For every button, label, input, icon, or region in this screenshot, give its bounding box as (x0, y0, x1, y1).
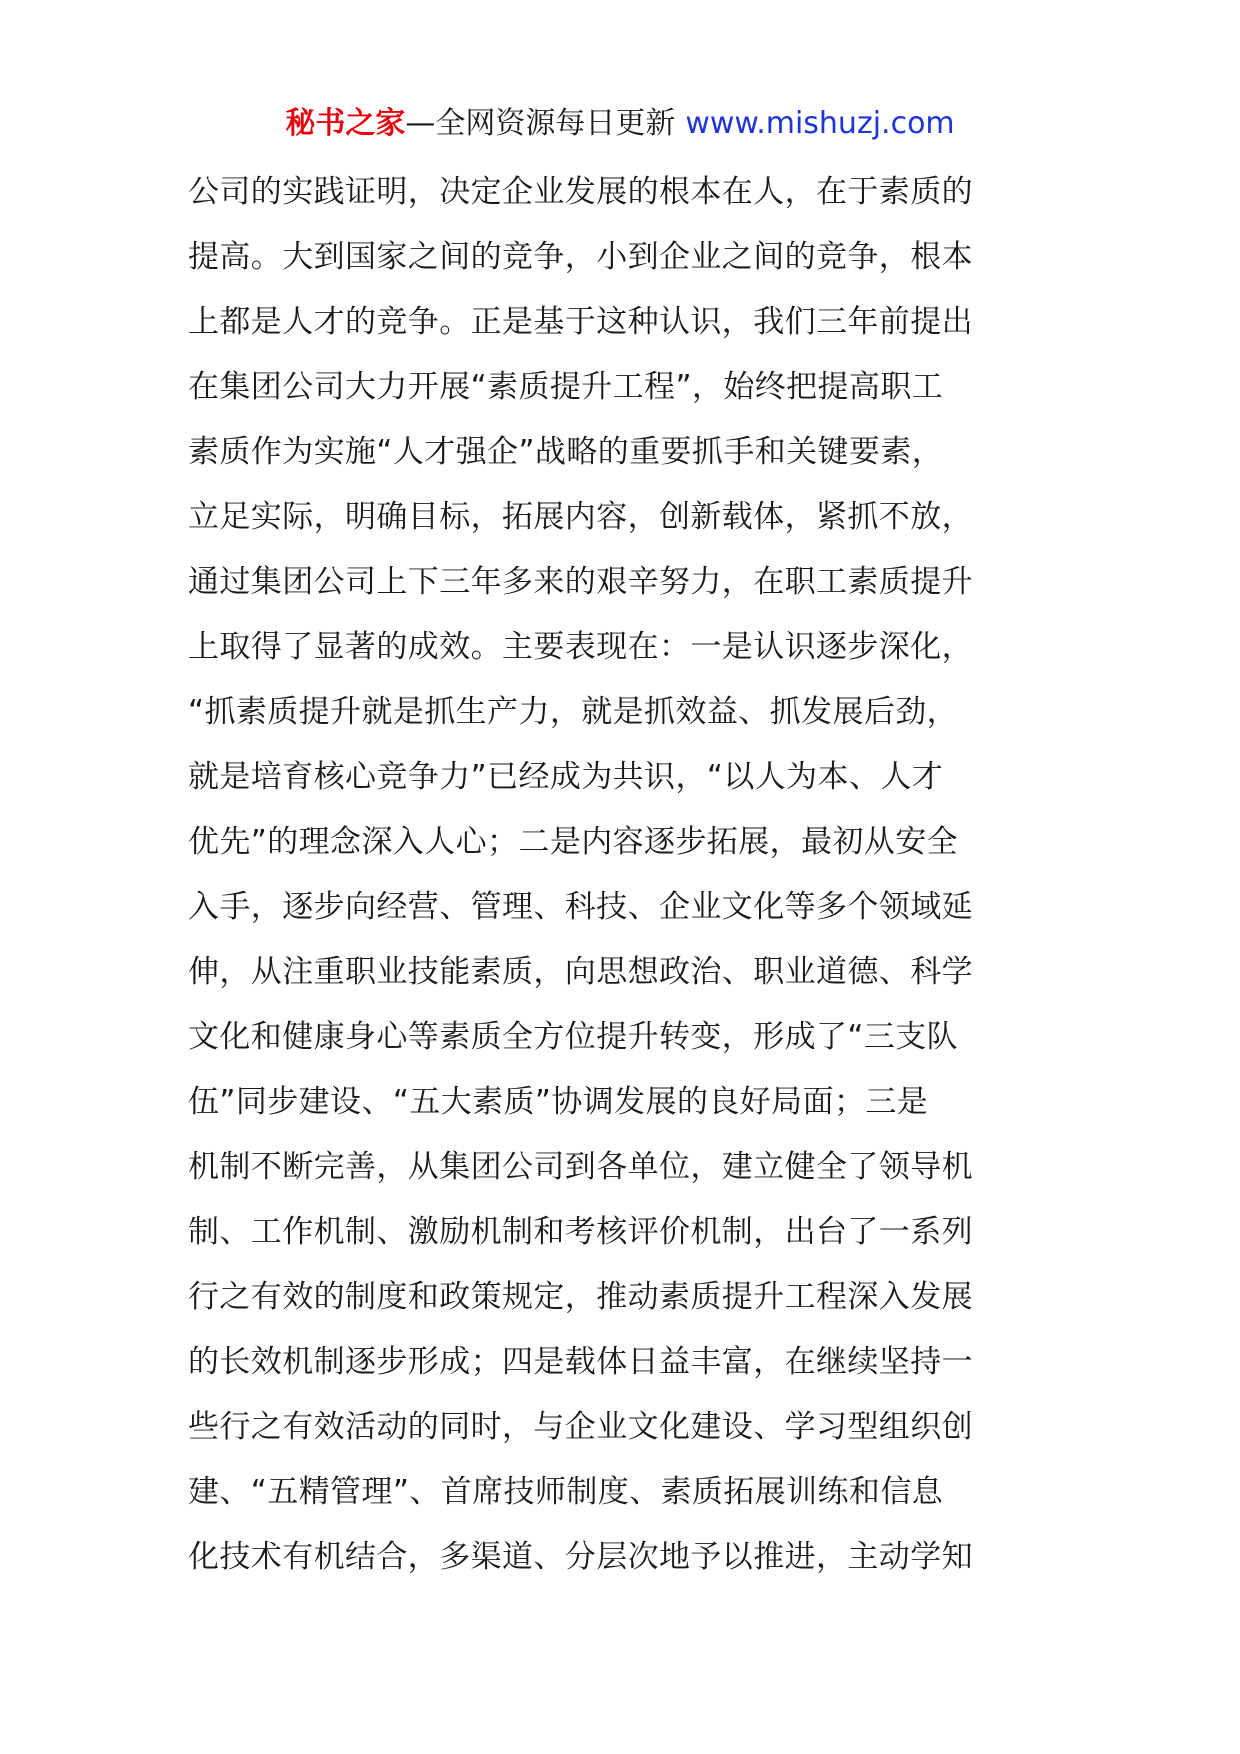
text-line: 上取得了显著的成效。主要表现在：一是认识逐步深化， (188, 629, 973, 665)
header-slogan: —全网资源每日更新 (405, 106, 676, 141)
site-url-link[interactable]: www.mishuzj.com (685, 106, 955, 141)
text-line: 文化和健康身心等素质全方位提升转变，形成了“三支队 (188, 1019, 959, 1055)
text-line: 就是培育核心竞争力”已经成为共识，“以人为本、人才 (188, 759, 944, 795)
text-line: “抓素质提升就是抓生产力，就是抓效益、抓发展后劲， (188, 694, 959, 730)
text-line: 在集团公司大力开展“素质提升工程”，始终把提高职工 (188, 369, 944, 405)
text-line: 制、工作机制、激励机制和考核评价机制，出台了一系列 (188, 1214, 973, 1250)
text-line: 行之有效的制度和政策规定，推动素质提升工程深入发展 (188, 1279, 973, 1315)
text-line: 上都是人才的竞争。正是基于这种认识，我们三年前提出 (188, 304, 973, 340)
text-line: 建、“五精管理”、首席技师制度、素质拓展训练和信息 (188, 1474, 944, 1510)
page-header (0, 100, 1240, 148)
text-line: 入手，逐步向经营、管理、科技、企业文化等多个领域延 (188, 889, 973, 925)
text-line: 伍”同步建设、“五大素质”协调发展的良好局面；三是 (188, 1084, 929, 1120)
text-line: 伸，从注重职业技能素质，向思想政治、职业道德、科学 (188, 954, 973, 990)
text-line: 立足实际，明确目标，拓展内容，创新载体，紧抓不放， (188, 499, 973, 535)
text-line: 机制不断完善，从集团公司到各单位，建立健全了领导机 (188, 1149, 973, 1185)
text-line: 化技术有机结合，多渠道、分层次地予以推进，主动学知 (188, 1539, 973, 1575)
document-body (188, 160, 1058, 1590)
text-line: 公司的实践证明，决定企业发展的根本在人，在于素质的 (188, 174, 973, 210)
text-line: 提高。大到国家之间的竞争，小到企业之间的竞争，根本 (188, 239, 973, 275)
text-line: 优先”的理念深入人心；二是内容逐步拓展，最初从安全 (188, 824, 959, 860)
text-line: 的长效机制逐步形成；四是载体日益丰富，在继续坚持一 (188, 1344, 973, 1380)
text-line: 些行之有效活动的同时，与企业文化建设、学习型组织创 (188, 1409, 973, 1445)
text-line: 素质作为实施“人才强企”战略的重要抓手和关键要素， (188, 434, 944, 470)
text-line: 通过集团公司上下三年多来的艰辛努力，在职工素质提升 (188, 564, 973, 600)
brand-name: 秘书之家 (285, 106, 406, 141)
